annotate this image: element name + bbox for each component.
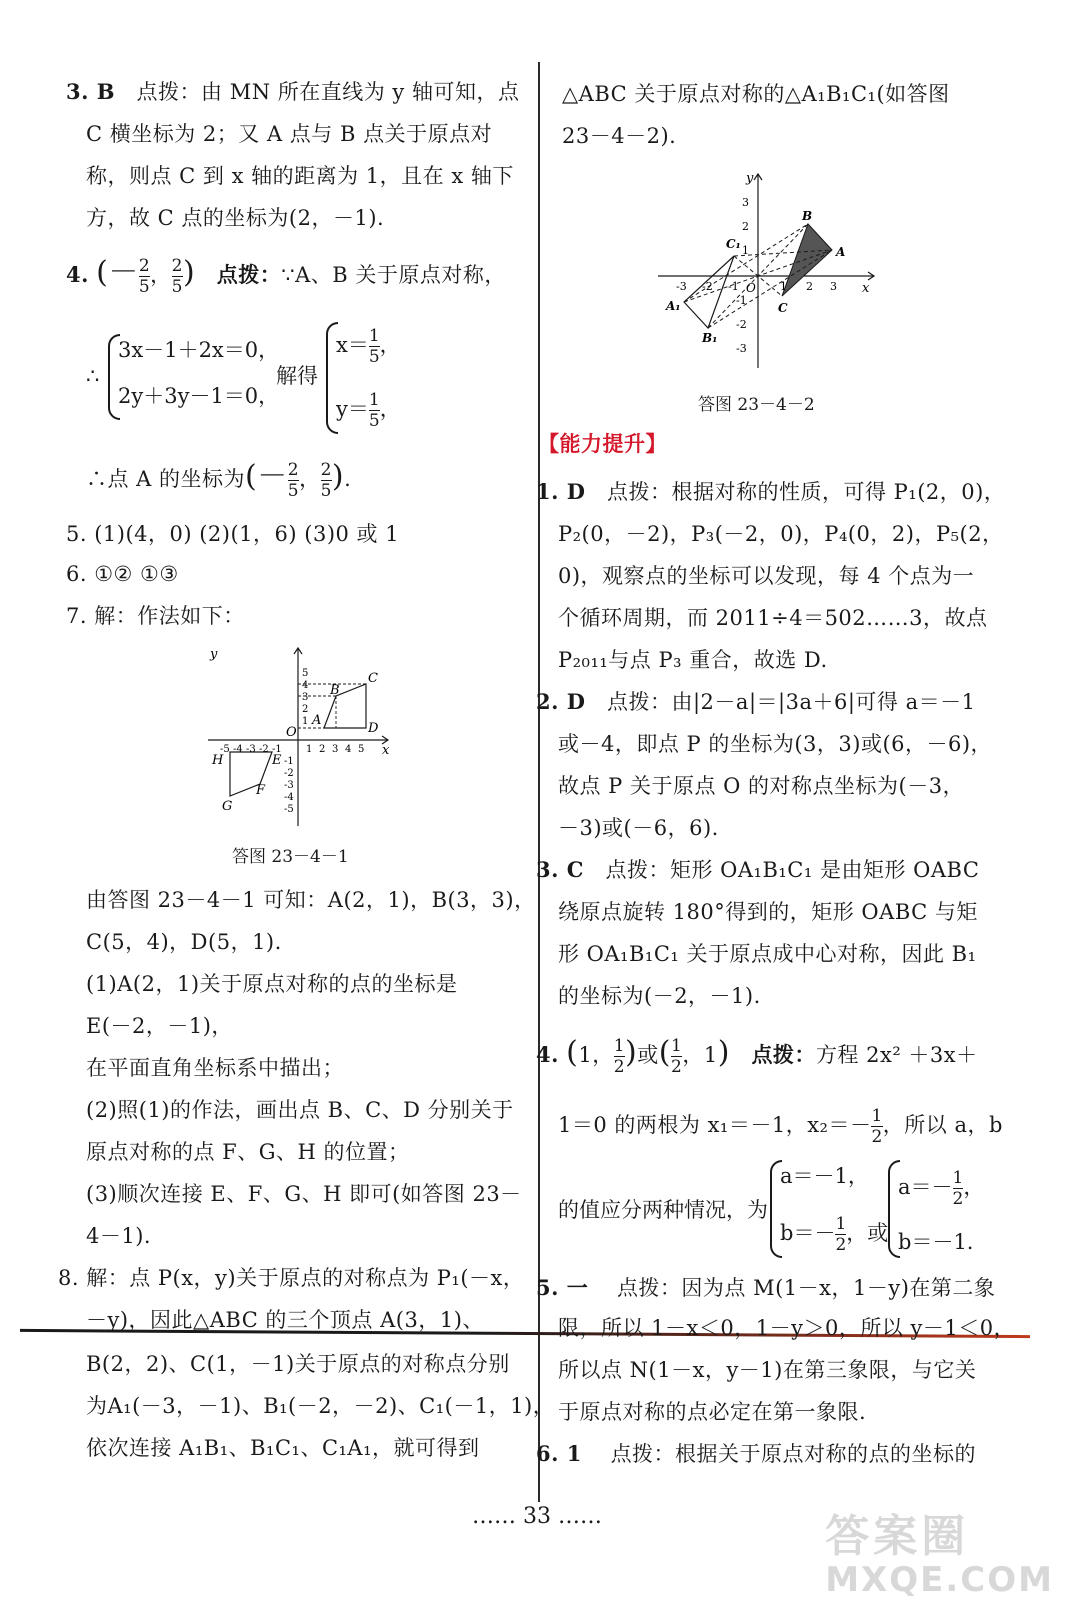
r4-line-2: 1＝0 的两根为 x₁＝－1，x₂＝－ $\frac{1}{2}$ ，所以 a，b [558, 1106, 1003, 1147]
q7-line-6: (2)照(1)的作法，画出点 B、C、D 分别关于 [86, 1098, 514, 1122]
svg-text:H: H [212, 753, 224, 768]
r3-line-3: 形 OA₁B₁C₁ 关于原点成中心对称，因此 B₁ [558, 942, 977, 966]
svg-text:5: 5 [358, 744, 365, 755]
fig1-origin: O [286, 725, 297, 740]
watermark-top: 答案圈 [825, 1511, 970, 1562]
fig1-y-label: y [210, 647, 218, 662]
svg-text:-1: -1 [728, 280, 739, 293]
svg-text:F: F [256, 783, 266, 798]
r3-line-4: 的坐标为(－2，－1). [558, 984, 761, 1008]
q4-number: 4. [66, 262, 89, 287]
q4-eq2: 2y＋3y－1＝0， [118, 384, 280, 408]
svg-text:A₁: A₁ [666, 299, 681, 313]
r5-line-4: 于原点对称的点必定在第一象限. [558, 1400, 867, 1424]
q3-tip: 点拨：由 MN 所在直线为 y 轴可知，点 [136, 80, 520, 104]
q8-line-2: －y)，因此△ABC 的三个顶点 A(3，1)、 [86, 1308, 484, 1332]
q4-sol-x: x＝ $\frac{1}{5}$ ， [336, 326, 401, 367]
q8-line-5: 依次连接 A₁B₁、B₁C₁、C₁A₁，就可得到 [86, 1436, 480, 1460]
fig1-x-label: x [382, 743, 390, 758]
q4-tip-text: ∵A、B 关于原点对称， [281, 263, 506, 287]
q4-frac-b: $\frac{2}{5}$ [171, 256, 183, 297]
r5-line-3: 所以点 N(1－x，y－1)在第三象限，与它关 [558, 1358, 977, 1382]
q7-line-1: 由答图 23－4－1 可知：A(2，1)，B(3，3)， [86, 888, 536, 912]
fig1-point-labels [211, 671, 379, 814]
svg-text:-3: -3 [246, 744, 256, 755]
q3-line-2: C 横坐标为 2；又 A 点与 B 点关于原点对 [86, 122, 493, 146]
r4-b2: b＝－1. [898, 1230, 974, 1254]
page-number: …… 33 …… [472, 1504, 602, 1529]
svg-text:-1: -1 [272, 744, 282, 755]
fig2-x-label: x [862, 281, 870, 296]
svg-text:3: 3 [332, 744, 339, 755]
svg-text:3: 3 [830, 280, 837, 293]
svg-text:-2: -2 [284, 768, 294, 779]
svg-text:2: 2 [806, 280, 813, 293]
q4-line-1: 4. (－ $\frac{2}{5}$ ， $\frac{2}{5}$ ) 点拨：∵A、B 关于原点对称， [66, 255, 506, 297]
svg-text:1: 1 [302, 716, 309, 727]
r4-line-3: 的值应分两种情况，为 [558, 1198, 768, 1222]
q8-line-3: B(2，2)、C(1，－1)关于原点的对称点分别 [86, 1352, 510, 1376]
q4-frac-a: $\frac{2}{5}$ [138, 256, 151, 297]
q7-line-3: (1)A(2，1)关于原点对称的点的坐标是 [86, 972, 458, 996]
svg-text:2: 2 [742, 220, 749, 233]
r1-line-1: 1. D 点拨：根据对称的性质，可得 P₁(2，0)， [536, 479, 1006, 504]
q4-sol-y: y＝ $\frac{1}{5}$ ， [336, 390, 401, 431]
svg-text:B: B [330, 683, 340, 698]
svg-text:2: 2 [302, 704, 309, 715]
q4-tip-label: 点拨： [216, 263, 282, 287]
r4-line-1: 4. (1， $\frac{1}{2}$ )或( $\frac{1}{2}$ ，1) 点拨：方程 2x² ＋3x＋ [536, 1035, 978, 1077]
q7-line-4: E(－2，－1)， [86, 1014, 233, 1038]
figure-caption-2: 答图 23－4－2 [698, 395, 815, 415]
q7-line-2: C(5，4)，D(5，1). [86, 930, 282, 954]
q6-answer: 6. ①② ①③ [66, 562, 179, 586]
figure-23-4-1 [206, 640, 396, 830]
r4-a1: a＝－1， [780, 1164, 869, 1188]
svg-text:G: G [222, 799, 233, 814]
r5-line-2: 限，所以 1－x＜0，1－y＞0，所以 y－1＜0， [558, 1316, 1016, 1340]
figure-23-4-2 [654, 168, 882, 378]
svg-text:D: D [368, 721, 379, 736]
q7-line-5: 在平面直角坐标系中描出； [86, 1056, 344, 1080]
q4-therefore: ∴ [86, 364, 100, 388]
svg-text:B: B [802, 209, 813, 223]
svg-text:C: C [778, 301, 788, 315]
r1-line-2: P₂(0，－2)，P₃(－2，0)，P₄(0，2)，P₅(2， [558, 522, 1004, 546]
svg-text:1: 1 [306, 744, 313, 755]
svg-text:-4: -4 [233, 744, 243, 755]
svg-text:5: 5 [302, 668, 309, 679]
q8-line-1: 8. 解：点 P(x，y)关于原点的对称点为 P₁(－x， [58, 1266, 525, 1290]
section-heading: 【能力提升】 [538, 432, 667, 456]
q7-line-7: 原点对称的点 F、G、H 的位置； [86, 1140, 410, 1164]
watermark-bottom: MXQE.COM [825, 1560, 1054, 1600]
svg-text:4: 4 [345, 744, 352, 755]
svg-text:-3: -3 [736, 342, 747, 355]
svg-text:-3: -3 [676, 280, 687, 293]
fig1-y-ticks [284, 668, 308, 815]
r2-line-2: 或－4，即点 P 的坐标为(3，3)或(6，－6)， [558, 732, 993, 756]
svg-text:C₁: C₁ [726, 237, 741, 251]
fig2-origin: O [746, 281, 756, 295]
svg-text:B₁: B₁ [702, 331, 718, 345]
q4-eq1: 3x－1＋2x＝0， [118, 338, 280, 362]
svg-text:A: A [312, 713, 322, 728]
svg-text:-4: -4 [284, 792, 294, 803]
q7-head: 7. 解：作法如下： [66, 604, 245, 628]
r2-line-1: 2. D 点拨：由|2－a|＝|3a＋6|可得 a＝－1 [536, 689, 976, 714]
watermark [825, 1500, 1054, 1600]
svg-text:4: 4 [302, 680, 309, 691]
r4-b1: b＝－ $\frac{1}{2}$ ，或 [780, 1214, 889, 1255]
r1-line-5: P₂₀₁₁与点 P₃ 重合，故选 D. [558, 648, 828, 672]
r1-line-4: 个循环周期，而 2011÷4＝502……3，故点 [558, 606, 988, 630]
fig2-y-label: y [746, 171, 754, 186]
q3-line-1 [66, 78, 519, 106]
q3-answer: 3. B [66, 79, 115, 104]
fig2-point-labels [665, 209, 845, 345]
svg-text:-1: -1 [736, 294, 747, 307]
r3-line-2: 绕原点旋转 180°得到的，矩形 OABC 与矩 [558, 900, 978, 924]
q4-solve: 解得 [276, 364, 318, 388]
svg-text:2: 2 [319, 744, 326, 755]
svg-text:-3: -3 [284, 780, 294, 791]
r6-line-1: 6. 1 点拨：根据关于原点对称的点的坐标的 [536, 1441, 977, 1466]
r4-a2: a＝－ $\frac{1}{2}$ ， [898, 1168, 985, 1209]
svg-text:-5: -5 [220, 744, 230, 755]
q7-line-8: (3)顺次连接 E、F、G、H 即可(如答图 23－ [86, 1182, 522, 1206]
r2-line-3: 故点 P 关于原点 O 的对称点坐标为(－3， [558, 774, 965, 798]
q7-line-9: 4－1). [86, 1224, 152, 1248]
svg-text:3: 3 [302, 692, 309, 703]
r2-line-4: －3)或(－6，6). [558, 816, 719, 840]
q3-line-4: 方，故 C 点的坐标为(2，－1). [86, 206, 385, 230]
q8-line-4: 为A₁(－3，－1)、B₁(－2，－2)、C₁(－1，1)， [86, 1394, 555, 1418]
fig1-x-ticks [220, 744, 364, 755]
svg-text:-1: -1 [284, 756, 294, 767]
q8-cont-line-2: 23－4－2). [562, 124, 677, 148]
svg-text:A: A [836, 245, 846, 259]
svg-text:-2: -2 [736, 318, 747, 331]
svg-text:C: C [368, 671, 378, 686]
r5-line-1: 5. 一 点拨：因为点 M(1－x，1－y)在第二象 [536, 1275, 996, 1300]
figure-caption-1: 答图 23－4－1 [232, 847, 349, 867]
svg-text:1: 1 [780, 280, 787, 293]
q8-cont-line-1: △ABC 关于原点对称的△A₁B₁C₁(如答图 [562, 82, 950, 106]
svg-text:-5: -5 [284, 804, 294, 815]
q3-line-3: 称，则点 C 到 x 轴的距离为 1，且在 x 轴下 [86, 164, 514, 188]
svg-text:E: E [272, 753, 282, 768]
q4-conclusion: ∴点 A 的坐标为(－ $\frac{2}{5}$ ， $\frac{2}{5}$ ). [86, 459, 352, 501]
r1-line-3: 0)，观察点的坐标可以发现，每 4 个点为一 [558, 564, 975, 588]
r3-line-1: 3. C 点拨：矩形 OA₁B₁C₁ 是由矩形 OABC [536, 857, 980, 882]
svg-text:1: 1 [742, 244, 749, 257]
svg-text:3: 3 [742, 196, 749, 209]
svg-text:-2: -2 [702, 280, 713, 293]
svg-text:-2: -2 [259, 744, 269, 755]
q5-answer: 5. (1)(4，0) (2)(1，6) (3)0 或 1 [66, 522, 400, 546]
